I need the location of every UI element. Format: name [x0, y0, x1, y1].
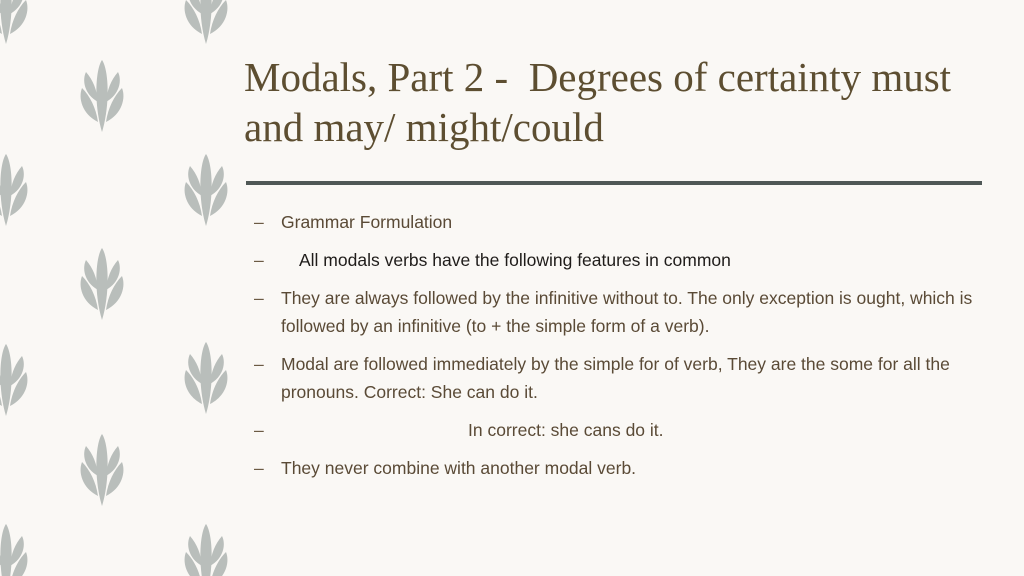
list-item: [254, 284, 974, 340]
bullet-text: All modals verbs have the following features in common: [299, 250, 731, 270]
leaf-sprig-icon: [185, 342, 228, 414]
leaf-sprig-icon: [0, 344, 27, 416]
leaf-sprig-icon: [81, 434, 124, 506]
list-item: [254, 246, 974, 274]
list-item: [254, 350, 974, 406]
leaf-sprig-icon: [185, 154, 228, 226]
bullet-dash: –: [254, 458, 264, 478]
list-item: [254, 208, 974, 236]
list-item: [254, 454, 974, 482]
leaf-sprig-icon: [0, 0, 27, 44]
list-item: [254, 416, 974, 444]
bullet-dash: –: [254, 250, 264, 270]
bullet-text: Modal are followed immediately by the simple for of verb, They are the some for all the pronouns. Correct: She can do it.: [281, 354, 950, 402]
leaf-pattern-graphic: [0, 0, 240, 576]
bullet-dash: –: [254, 212, 264, 232]
bullet-text: Grammar Formulation: [281, 212, 453, 232]
title-divider: [246, 181, 982, 185]
bullet-text: They never combine with another modal verb.: [281, 458, 637, 478]
leaf-sprig-icon: [81, 248, 124, 320]
bullet-text: In correct: she cans do it.: [468, 420, 664, 440]
leaf-sprig-icon: [0, 524, 27, 576]
bullet-text: They are always followed by the infinitive without to. The only exception is ought, which is followed by an infinitive (to + the simple form of a verb).: [281, 288, 973, 336]
bullet-dash: –: [254, 420, 264, 440]
bullet-dash: –: [254, 354, 264, 374]
slide-title: Modals, Part 2 - Degrees of certainty must and may/ might/could: [244, 54, 962, 150]
leaf-sprig-icon: [185, 0, 228, 44]
leaf-pattern: [0, 0, 240, 576]
leaf-sprig-icon: [185, 524, 228, 576]
bullet-dash: –: [254, 288, 264, 308]
leaf-sprig-icon: [0, 154, 27, 226]
leaf-sprig-icon: [81, 60, 124, 132]
bullet-list: [254, 208, 974, 492]
